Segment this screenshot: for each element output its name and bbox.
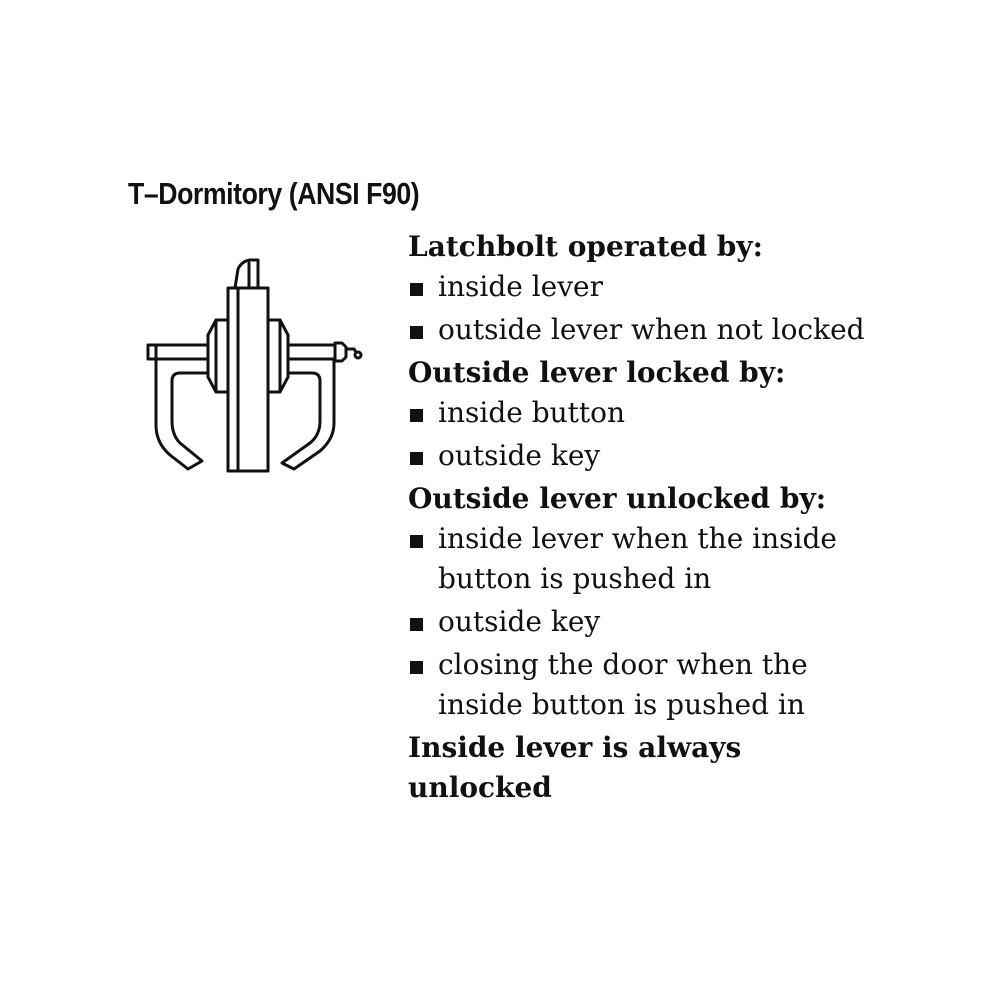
list-item: [408, 519, 848, 599]
list-item-text: inside lever when the inside button is pushed in: [438, 522, 837, 595]
square-bullet-icon: [410, 535, 423, 548]
list-item-text: inside button: [438, 396, 626, 429]
section-heading: Outside lever locked by:: [408, 356, 786, 389]
square-bullet-icon: [410, 661, 423, 674]
square-bullet-icon: [410, 283, 423, 296]
section-heading: Outside lever unlocked by:: [408, 482, 827, 515]
list-item-text: inside lever: [438, 270, 604, 303]
list-item: [408, 267, 988, 307]
item-list: [408, 519, 988, 725]
list-item: [408, 310, 988, 350]
section-locked-by: [408, 353, 988, 476]
list-item: [408, 645, 848, 725]
square-bullet-icon: [410, 452, 423, 465]
list-item-text: closing the door when the inside button is pushed in: [438, 648, 808, 721]
page-title: T–Dormitory (ANSI F90): [128, 176, 420, 211]
footer-note: Inside lever is always unlocked: [408, 731, 742, 804]
function-description: [408, 227, 988, 808]
cylindrical-lever-lock-icon: [130, 255, 390, 485]
section-unlocked-by: [408, 479, 988, 725]
list-item: [408, 602, 988, 642]
square-bullet-icon: [410, 409, 423, 422]
lock-diagram: [130, 255, 390, 485]
list-item-text: outside lever when not locked: [438, 313, 865, 346]
square-bullet-icon: [410, 618, 423, 631]
list-item-text: outside key: [438, 439, 601, 472]
section-heading: Latchbolt operated by:: [408, 230, 763, 263]
section-latchbolt: [408, 227, 988, 350]
list-item-text: outside key: [438, 605, 601, 638]
item-list: [408, 267, 988, 350]
list-item: [408, 393, 988, 433]
square-bullet-icon: [410, 326, 423, 339]
list-item: [408, 436, 988, 476]
item-list: [408, 393, 988, 476]
